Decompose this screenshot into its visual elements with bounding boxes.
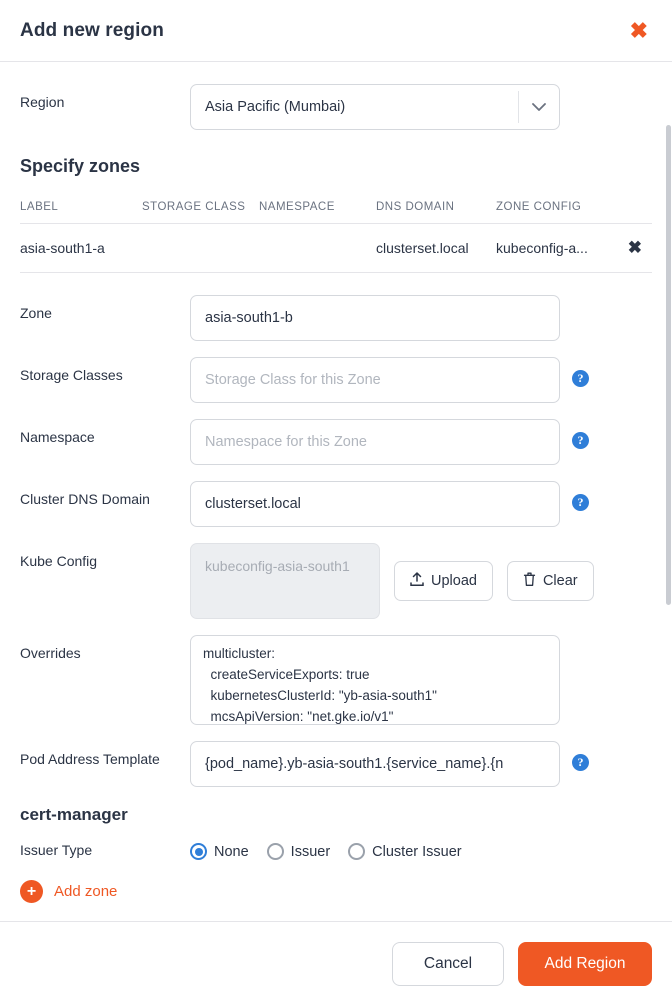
- cluster-dns-domain-row: [20, 481, 652, 527]
- trash-icon: [523, 572, 536, 591]
- upload-button-label: Upload: [431, 573, 477, 589]
- close-icon[interactable]: ✖: [629, 17, 648, 43]
- pod-address-template-row: [20, 741, 652, 787]
- help-icon[interactable]: ?: [572, 494, 589, 511]
- specify-zones-title: Specify zones: [20, 156, 141, 176]
- modal-body: [0, 62, 672, 921]
- storage-classes-row: [20, 357, 652, 403]
- kube-config-field-wrap: [190, 543, 652, 619]
- overrides-row: [20, 635, 652, 725]
- help-icon[interactable]: ?: [572, 370, 589, 387]
- add-zone-label: Add zone: [54, 883, 118, 900]
- column-header-namespace: NAMESPACE: [259, 201, 335, 213]
- column-header-dns-domain: DNS DOMAIN: [376, 201, 455, 213]
- modal-footer: [0, 921, 672, 1005]
- namespace-input[interactable]: [190, 419, 560, 465]
- column-header-label: LABEL: [20, 201, 59, 213]
- chevron-down-icon[interactable]: [519, 103, 559, 112]
- storage-classes-input[interactable]: [190, 357, 560, 403]
- zone-input[interactable]: [190, 295, 560, 341]
- help-icon[interactable]: ?: [572, 754, 589, 771]
- clear-button[interactable]: [507, 561, 594, 601]
- remove-zone-icon[interactable]: ✖: [627, 238, 642, 257]
- column-header-actions: [611, 201, 652, 213]
- kube-config-filename: kubeconfig-asia-south1: [190, 543, 380, 619]
- radio-option-issuer[interactable]: [267, 843, 331, 860]
- radio-label: None: [214, 843, 249, 860]
- cluster-dns-domain-field-wrap: [190, 481, 652, 527]
- clear-button-label: Clear: [542, 573, 578, 589]
- pod-address-template-input[interactable]: [190, 741, 560, 787]
- cell-zone-config: kubeconfig-a...: [496, 240, 588, 256]
- add-zone-button[interactable]: [20, 880, 652, 903]
- cluster-dns-domain-input[interactable]: [190, 481, 560, 527]
- pod-address-template-field-wrap: [190, 741, 652, 787]
- pod-address-template-label: Pod Address Template: [20, 751, 160, 767]
- cell-label: asia-south1-a: [20, 240, 105, 256]
- storage-classes-field-wrap: [190, 357, 652, 403]
- scrollbar[interactable]: [666, 125, 671, 605]
- upload-icon: [410, 572, 424, 591]
- kube-config-label: Kube Config: [20, 553, 98, 569]
- namespace-row: [20, 419, 652, 465]
- region-select-value: Asia Pacific (Mumbai): [205, 99, 346, 115]
- namespace-label: Namespace: [20, 429, 95, 445]
- radio-option-none[interactable]: [190, 843, 249, 860]
- storage-classes-label: Storage Classes: [20, 367, 123, 383]
- cluster-dns-domain-label: Cluster DNS Domain: [20, 491, 150, 507]
- radio-icon[interactable]: [348, 843, 365, 860]
- overrides-field-wrap: [190, 635, 652, 725]
- region-row: [20, 84, 652, 130]
- column-header-storage-class: STORAGE CLASS: [142, 201, 246, 213]
- cert-manager-title: cert-manager: [20, 805, 128, 824]
- radio-option-cluster-issuer[interactable]: [348, 843, 461, 860]
- zone-label: Zone: [20, 305, 52, 321]
- region-field-wrap: [190, 84, 652, 130]
- zones-table-header: [20, 191, 652, 224]
- overrides-textarea[interactable]: [190, 635, 560, 725]
- upload-button[interactable]: [394, 561, 493, 601]
- issuer-type-radio-group: [190, 837, 470, 860]
- modal-header: [0, 0, 672, 62]
- radio-icon[interactable]: [267, 843, 284, 860]
- page-title: Add new region: [20, 19, 164, 41]
- overrides-label: Overrides: [20, 645, 81, 661]
- radio-icon[interactable]: [190, 843, 207, 860]
- zone-row: [20, 295, 652, 341]
- namespace-field-wrap: [190, 419, 652, 465]
- add-region-button[interactable]: Add Region: [518, 942, 652, 986]
- kube-config-row: [20, 543, 652, 619]
- column-header-zone-config: ZONE CONFIG: [496, 201, 582, 213]
- zones-table: [20, 191, 652, 273]
- issuer-type-row: [20, 837, 652, 860]
- zone-field-wrap: [190, 295, 652, 341]
- table-row: [20, 224, 652, 273]
- issuer-type-label: Issuer Type: [20, 842, 93, 858]
- region-select[interactable]: [190, 84, 560, 130]
- plus-icon: +: [20, 880, 43, 903]
- radio-label: Issuer: [290, 843, 331, 860]
- radio-label: Cluster Issuer: [372, 843, 462, 860]
- help-icon[interactable]: ?: [572, 432, 589, 449]
- cancel-button[interactable]: Cancel: [392, 942, 504, 986]
- cell-dns-domain: clusterset.local: [376, 240, 469, 256]
- region-label: Region: [20, 94, 65, 110]
